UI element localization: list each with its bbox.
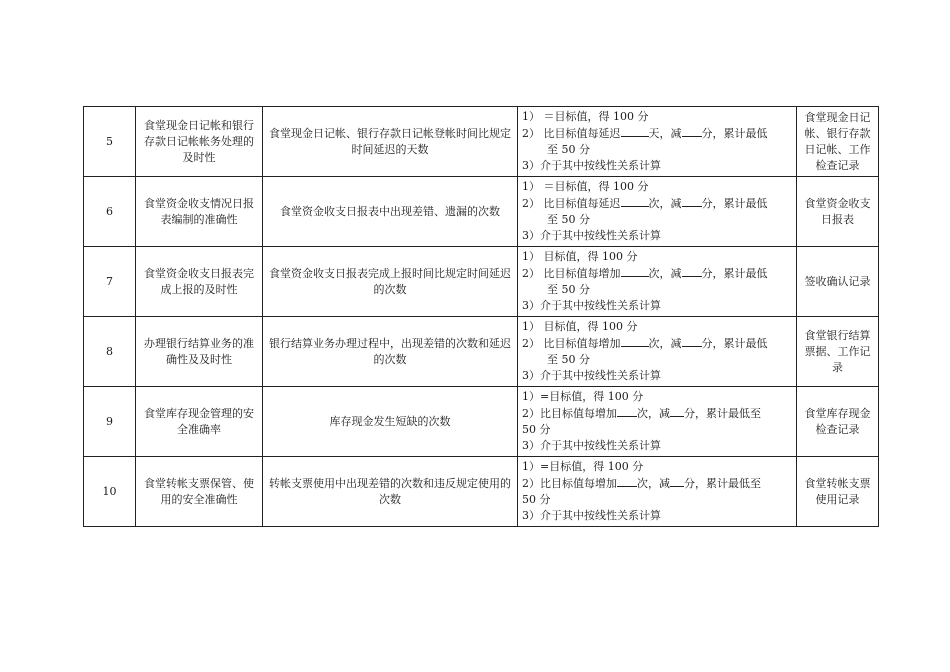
data-source: 食堂转帐支票使用记录	[797, 457, 879, 527]
method-line-2c: 分，累计最低	[701, 197, 768, 210]
method-line-4: 3）介于其中按线性关系计算	[522, 439, 661, 452]
kpi-table	[83, 106, 879, 527]
method-line-2a: 2） 比目标值每延迟	[522, 127, 621, 140]
row-number: 7	[84, 247, 136, 317]
kpi-item: 食堂现金日记帐和银行存款日记帐帐务处理的及时性	[136, 107, 263, 177]
method-line-2	[522, 125, 793, 142]
method-line-1: 1） 目标值，得 100 分	[522, 320, 638, 333]
method-line-2a: 2）比目标值每增加	[522, 407, 617, 420]
fill-blank	[682, 335, 702, 347]
method-line-4: 3）介于其中按线性关系计算	[522, 299, 661, 312]
scoring-method	[518, 387, 797, 457]
method-line-2	[522, 475, 793, 492]
fill-blank	[682, 265, 702, 277]
data-source: 食堂资金收支日报表	[797, 177, 879, 247]
method-line-1: 1） ＝目标值，得 100 分	[522, 110, 649, 123]
kpi-item: 办理银行结算业务的准确性及及时性	[136, 317, 263, 387]
table-row	[84, 387, 879, 457]
table-row	[84, 107, 879, 177]
kpi-definition: 库存现金发生短缺的次数	[263, 387, 518, 457]
row-number: 6	[84, 177, 136, 247]
method-line-1: 1） ＝目标值，得 100 分	[522, 180, 649, 193]
data-source: 食堂现金日记帐、银行存款日记帐、工作检查记录	[797, 107, 879, 177]
kpi-definition: 转帐支票使用中出现差错的次数和违反规定使用的次数	[263, 457, 518, 527]
table-row	[84, 317, 879, 387]
scoring-method	[518, 107, 797, 177]
fill-blank	[617, 405, 637, 417]
row-number: 9	[84, 387, 136, 457]
method-line-3: 至 50 分	[547, 353, 590, 366]
data-source: 签收确认记录	[797, 247, 879, 317]
fill-blank	[682, 195, 702, 207]
kpi-item: 食堂资金收支情况日报表编制的准确性	[136, 177, 263, 247]
kpi-item: 食堂库存现金管理的安全准确率	[136, 387, 263, 457]
method-line-2c: 分，累计最低	[701, 267, 768, 280]
kpi-table-body	[84, 107, 879, 527]
scoring-method	[518, 177, 797, 247]
data-source: 食堂银行结算票据、工作记录	[797, 317, 879, 387]
method-line-4: 3）介于其中按线性关系计算	[522, 159, 661, 172]
kpi-definition: 食堂资金收支日报表中出现差错、遗漏的次数	[263, 177, 518, 247]
method-line-2c: 分，累计最低	[701, 337, 768, 350]
scoring-method	[518, 247, 797, 317]
method-line-2c: 分，累计最低	[701, 127, 768, 140]
method-line-3: 至 50 分	[547, 143, 590, 156]
method-line-1: 1）=目标值，得 100 分	[522, 460, 644, 473]
method-line-1: 1） 目标值，得 100 分	[522, 250, 638, 263]
method-line-3: 50 分	[522, 493, 551, 506]
row-number: 10	[84, 457, 136, 527]
fill-blank	[621, 195, 649, 207]
method-line-4: 3）介于其中按线性关系计算	[522, 229, 661, 242]
method-line-3: 50 分	[522, 423, 551, 436]
method-line-2	[522, 405, 793, 422]
method-line-2a: 2） 比目标值每增加	[522, 337, 621, 350]
method-line-2a: 2） 比目标值每延迟	[522, 197, 621, 210]
method-line-4: 3）介于其中按线性关系计算	[522, 369, 661, 382]
method-line-2b: 次，减	[648, 197, 682, 210]
method-line-2b: 天，减	[648, 127, 682, 140]
method-line-2c: 分，累计最低至	[684, 477, 761, 490]
table-row	[84, 457, 879, 527]
fill-blank	[617, 475, 637, 487]
method-line-4: 3）介于其中按线性关系计算	[522, 509, 661, 522]
fill-blank	[621, 125, 649, 137]
row-number: 8	[84, 317, 136, 387]
table-row	[84, 177, 879, 247]
kpi-definition: 食堂现金日记帐、银行存款日记帐登帐时间比规定时间延迟的天数	[263, 107, 518, 177]
fill-blank	[670, 475, 684, 487]
method-line-2b: 次，减	[648, 337, 682, 350]
fill-blank	[682, 125, 702, 137]
kpi-definition: 银行结算业务办理过程中，出现差错的次数和延迟的次数	[263, 317, 518, 387]
method-line-3: 至 50 分	[547, 213, 590, 226]
kpi-item: 食堂资金收支日报表完成上报的及时性	[136, 247, 263, 317]
method-line-1: 1）=目标值，得 100 分	[522, 390, 644, 403]
data-source: 食堂库存现金检查记录	[797, 387, 879, 457]
method-line-2b: 次，减	[637, 407, 670, 420]
scoring-method	[518, 457, 797, 527]
method-line-2b: 次，减	[637, 477, 670, 490]
row-number: 5	[84, 107, 136, 177]
scoring-method	[518, 317, 797, 387]
kpi-item: 食堂转帐支票保管、使用的安全准确性	[136, 457, 263, 527]
method-line-2	[522, 335, 793, 352]
method-line-3: 至 50 分	[547, 283, 590, 296]
table-row	[84, 247, 879, 317]
fill-blank	[670, 405, 684, 417]
method-line-2	[522, 195, 793, 212]
method-line-2a: 2） 比目标值每增加	[522, 267, 621, 280]
fill-blank	[621, 335, 649, 347]
method-line-2c: 分，累计最低至	[684, 407, 761, 420]
kpi-definition: 食堂资金收支日报表完成上报时间比规定时间延迟的次数	[263, 247, 518, 317]
method-line-2b: 次，减	[648, 267, 682, 280]
method-line-2a: 2）比目标值每增加	[522, 477, 617, 490]
fill-blank	[621, 265, 649, 277]
method-line-2	[522, 265, 793, 282]
